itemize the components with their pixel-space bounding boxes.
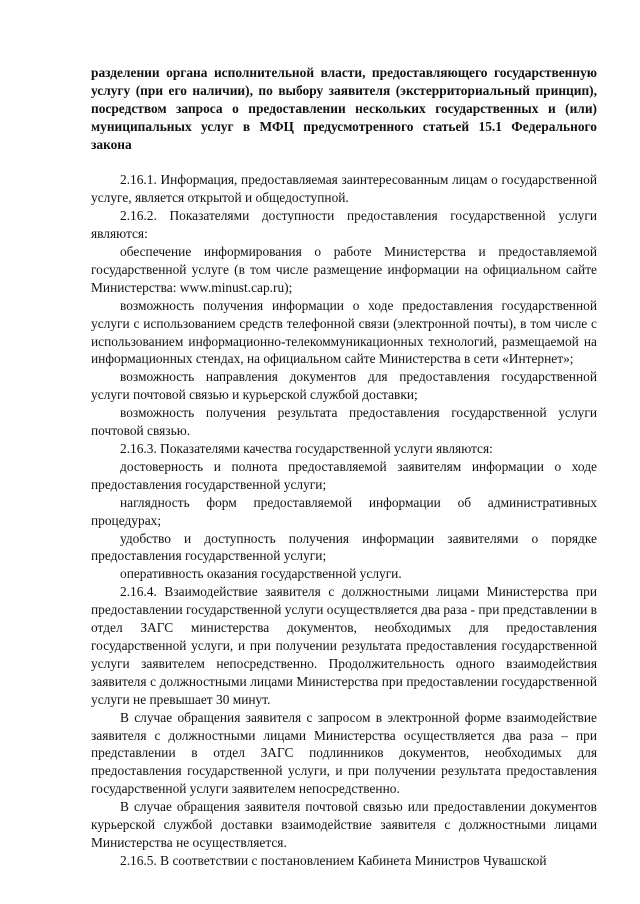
paragraph: достоверность и полнота предоставляемой заявителям информации о ходе предоставления государственной услуги; [91, 458, 597, 492]
paragraph: возможность получения результата предоставления государственной услуги почтовой связью. [91, 405, 597, 439]
paragraph: возможность получения информации о ходе предоставления государственной услуги с использованием средств телефонной связи (электронной почты), в том числе с использованием информационно-телекоммуникационных технологий, размещаемой на информационных стендах, на официальном сайте Министерства в сети «Интернет»; [91, 297, 597, 367]
paragraph: возможность направления документов для предоставления государственной услуги почтовой связью и курьерской службой доставки; [91, 369, 597, 403]
paragraph: 2.16.4. Взаимодействие заявителя с должностными лицами Министерства при предоставлении государственной услуги осуществляется два раза - при представлении в отдел ЗАГС министерства документов, необходимых для предоставления государственной услуги, и при получении результата предоставления государственной услуги заявителем непосредственно. Продолжительность одного взаимодействия заявителя с должностными лицами Министерства при предоставлении государственной услуги не превышает 30 минут. [91, 584, 597, 707]
paragraph: обеспечение информирования о работе Министерства и предоставляемой государственной услуге (в том числе размещение информации на официальном сайте Министерства: www.minust.cap.ru); [91, 244, 597, 295]
paragraph: оперативность оказания государственной услуги. [120, 566, 402, 582]
section-heading: разделении органа исполнительной власти, предоставляющего государственную услугу (при его наличии), по выбору заявителя (экстерриториальный принцип), посредством запроса о предоставлении нескольких государственных и (или) муниципальных услуг в МФЦ предусмотренного статьей 15.1 Федерального закона [91, 65, 597, 152]
document-body [91, 171, 597, 869]
document-page [91, 64, 597, 870]
paragraph: В случае обращения заявителя почтовой связью или предоставлении документов курьерской службой доставки взаимодействие заявителя с должностными лицами Министерства не осуществляется. [91, 799, 597, 850]
paragraph: наглядность форм предоставляемой информации об административных процедурах; [91, 494, 597, 528]
paragraph: В случае обращения заявителя с запросом в электронной форме взаимодействие заявителя с должностными лицами Министерства осуществляется два раза – при представлении в отдел ЗАГС подлинников документов, необходимых для предоставления государственной услуги, и при получении результата предоставления государственной услуги заявителем непосредственно. [91, 709, 597, 797]
paragraph: удобство и доступность получения информации заявителями о порядке предоставления государственной услуги; [91, 530, 597, 564]
paragraph: 2.16.5. В соответствии с постановлением Кабинета Министров Чувашской [120, 852, 547, 868]
paragraph: 2.16.2. Показателями доступности предоставления государственной услуги являются: [91, 208, 597, 242]
paragraph: 2.16.3. Показателями качества государственной услуги являются: [120, 441, 493, 457]
paragraph: 2.16.1. Информация, предоставляемая заинтересованным лицам о государственной услуге, является открытой и общедоступной. [91, 172, 597, 206]
